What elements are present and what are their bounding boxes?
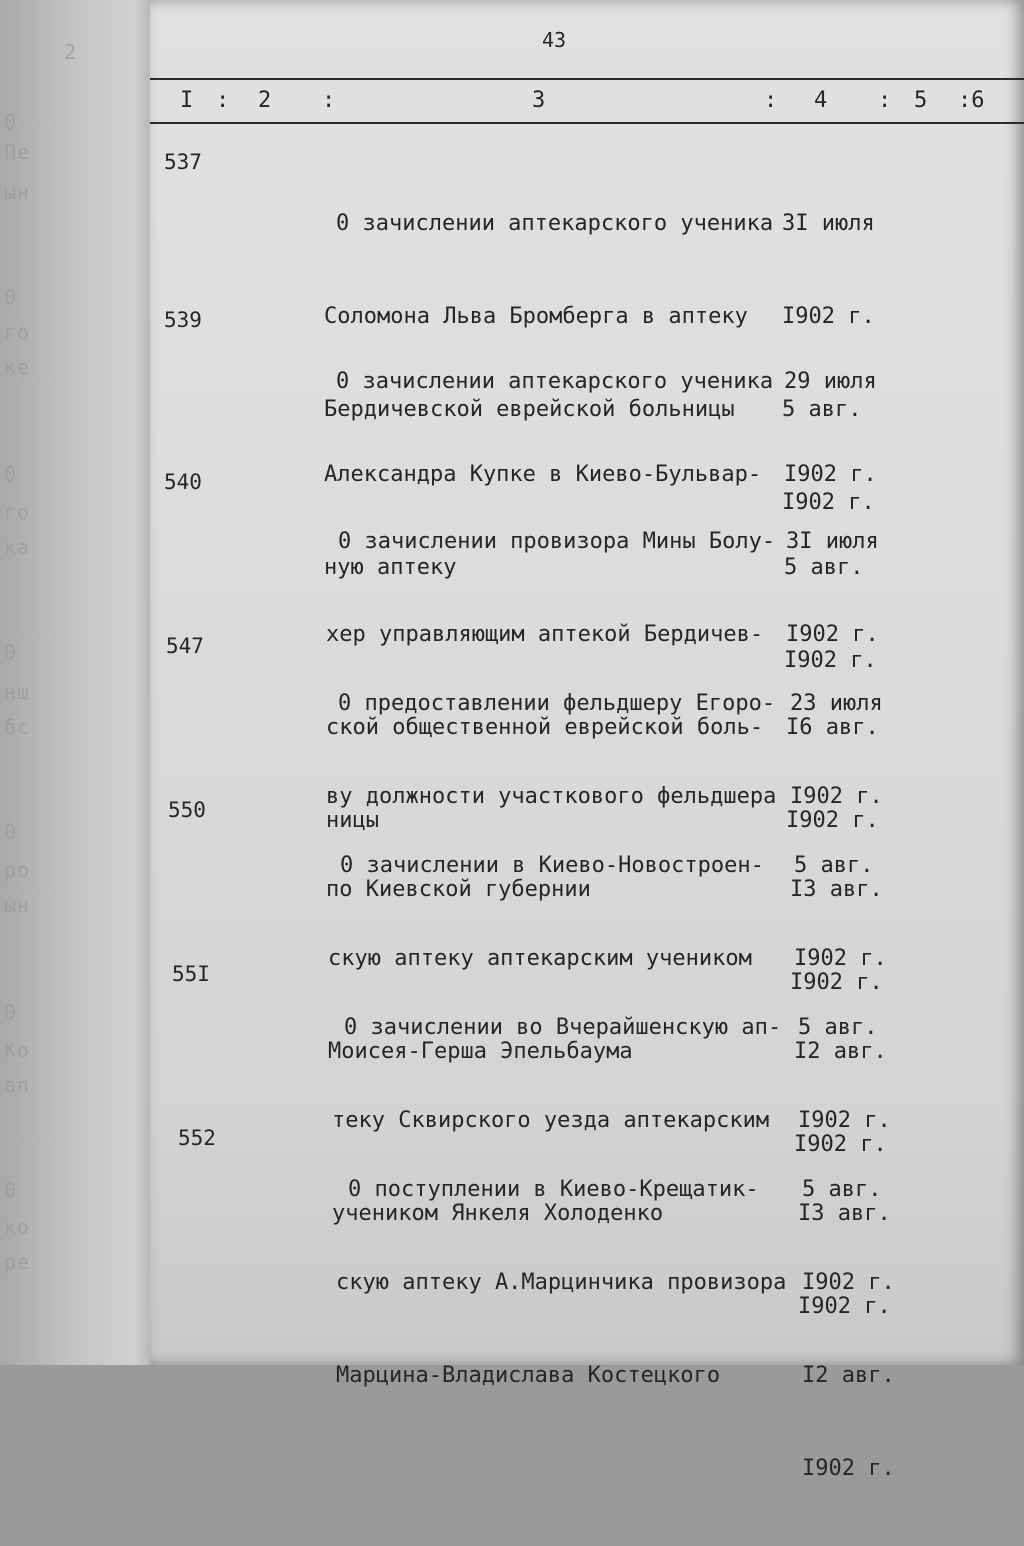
date-start-day: 3I июля <box>782 211 875 236</box>
column-header-2: 2 <box>258 88 272 113</box>
prev-page-fragment: 0 <box>4 1000 18 1024</box>
column-header-separator: : <box>878 88 892 113</box>
prev-page-fragment: Ко <box>4 1038 31 1062</box>
entry-number: 55I <box>172 962 210 986</box>
prev-page-fragment: ын <box>4 893 31 917</box>
column-header-1: I <box>180 88 194 113</box>
entry-text-line: 0 зачислении аптекарского ученика <box>336 211 774 236</box>
date-start-year: I902 г. <box>794 946 887 971</box>
column-header-separator: : <box>216 88 230 113</box>
date-end-day: I2 авг. <box>802 1363 895 1388</box>
prev-page-fragment: 0 <box>4 640 18 664</box>
prev-page-fragment: 0 <box>4 110 18 134</box>
column-header-6: :6 <box>958 88 985 113</box>
entry-number: 550 <box>168 798 206 822</box>
prev-page-fragment: 2 <box>64 40 78 64</box>
date-end-day: 5 авг. <box>782 397 862 422</box>
entry-text-line: Бердичевской еврейской больницы <box>324 397 735 422</box>
entry-text-line: скую аптеку аптекарским учеником <box>328 946 752 971</box>
entry-text-line: 0 зачислении аптекарского ученика <box>336 369 774 394</box>
entry-number: 537 <box>164 150 202 174</box>
date-start-day: 5 авг. <box>802 1177 882 1202</box>
date-start-year: I902 г. <box>786 622 879 647</box>
date-end-year: I902 г. <box>790 970 883 995</box>
entry-text-line: 0 зачислении во Вчерайшенскую ап- <box>344 1015 782 1040</box>
prev-page-fragment: го <box>4 500 31 524</box>
date-start-year: I902 г. <box>790 784 883 809</box>
entry-text-line: 0 зачислении в Киево-Новостроен- <box>340 853 764 878</box>
date-end-day: 5 авг. <box>784 555 864 580</box>
entry-description <box>336 1112 786 1453</box>
prev-page-fragment: 0 <box>4 462 18 486</box>
date-end-year: I902 г. <box>802 1456 895 1481</box>
entry-text-line: Марцина-Владислава Костецкого <box>336 1363 721 1388</box>
date-end-day: I6 авг. <box>786 715 879 740</box>
entry-text-line: 0 зачислении провизора Мины Болу- <box>338 529 776 554</box>
column-header-3: 3 <box>532 88 546 113</box>
date-end-day: I3 авг. <box>790 877 883 902</box>
date-start-year: I902 г. <box>782 304 875 329</box>
entry-number: 539 <box>164 308 202 332</box>
date-start-day: 23 июля <box>790 691 883 716</box>
entry-text-line: Соломона Льва Бромберга в аптеку <box>324 304 748 329</box>
table-header-bottom-rule <box>150 122 1024 124</box>
prev-page-fragment: ро <box>4 858 31 882</box>
entry-text-line: учеником Янкеля Холоденко <box>332 1201 664 1226</box>
date-end-day: I2 авг. <box>794 1039 887 1064</box>
date-start-day: 5 авг. <box>798 1015 878 1040</box>
date-start-day: 5 авг. <box>794 853 874 878</box>
prev-page-fragment: 0 <box>4 820 18 844</box>
prev-page-fragment: Пе <box>4 140 31 164</box>
table-row <box>150 1112 1024 1481</box>
prev-page-fragment: ре <box>4 1250 31 1274</box>
entry-dates <box>802 1112 908 1546</box>
previous-page-edge <box>0 0 150 1365</box>
prev-page-fragment: ап <box>4 1073 31 1097</box>
entry-text-line: скую аптеку А.Марцинчика провизора <box>336 1270 787 1295</box>
prev-page-fragment: бс <box>4 715 31 739</box>
entry-text-line: Моисея-Герша Эпельбаума <box>328 1039 633 1064</box>
entry-text-line: хер управляющим аптекой Бердичев- <box>326 622 764 647</box>
column-header-5: 5 <box>914 88 928 113</box>
table-header-top-rule <box>150 78 1024 80</box>
entry-number: 547 <box>166 634 204 658</box>
entry-number: 552 <box>178 1126 216 1150</box>
entry-text-line: ную аптеку <box>324 555 457 580</box>
prev-page-fragment: ын <box>4 180 31 204</box>
entry-text-line: 0 поступлении в Киево-Крещатик- <box>348 1177 759 1202</box>
date-end-day: I3 авг. <box>798 1201 891 1226</box>
entry-text-line: Александра Купке в Киево-Бульвар- <box>324 462 762 487</box>
date-end-year: I902 г. <box>782 490 875 515</box>
page-number: 43 <box>542 28 567 52</box>
entry-text-line: ву должности участкового фельдшера <box>326 784 777 809</box>
prev-page-fragment: ка <box>4 535 31 559</box>
prev-page-fragment: ко <box>4 1215 31 1239</box>
date-end-year: I902 г. <box>798 1294 891 1319</box>
entry-text-line: теку Сквирского уезда аптекарским <box>332 1108 770 1133</box>
column-header-4: 4 <box>814 88 828 113</box>
entry-number: 540 <box>164 470 202 494</box>
prev-page-fragment: нш <box>4 680 31 704</box>
document-page <box>150 0 1024 1481</box>
prev-page-fragment: 0 <box>4 285 18 309</box>
prev-page-fragment: го <box>4 320 31 344</box>
entry-text-line: ской общественной еврейской боль- <box>326 715 764 740</box>
column-header-separator: : <box>322 88 336 113</box>
date-start-day: 3I июля <box>786 529 879 554</box>
entry-text-line: ницы <box>326 808 379 833</box>
prev-page-fragment: 0 <box>4 1178 18 1202</box>
date-end-year: I902 г. <box>784 648 877 673</box>
entry-text-line: по Киевской губернии <box>326 877 591 902</box>
date-start-year: I902 г. <box>802 1270 895 1295</box>
date-end-year: I902 г. <box>794 1132 887 1157</box>
date-start-year: I902 г. <box>798 1108 891 1133</box>
entry-text-line: 0 предоставлении фельдшеру Егоро- <box>338 691 776 716</box>
date-end-year: I902 г. <box>786 808 879 833</box>
date-start-year: I902 г. <box>784 462 877 487</box>
prev-page-fragment: ке <box>4 355 31 379</box>
date-start-day: 29 июля <box>784 369 877 394</box>
column-header-separator: : <box>764 88 778 113</box>
